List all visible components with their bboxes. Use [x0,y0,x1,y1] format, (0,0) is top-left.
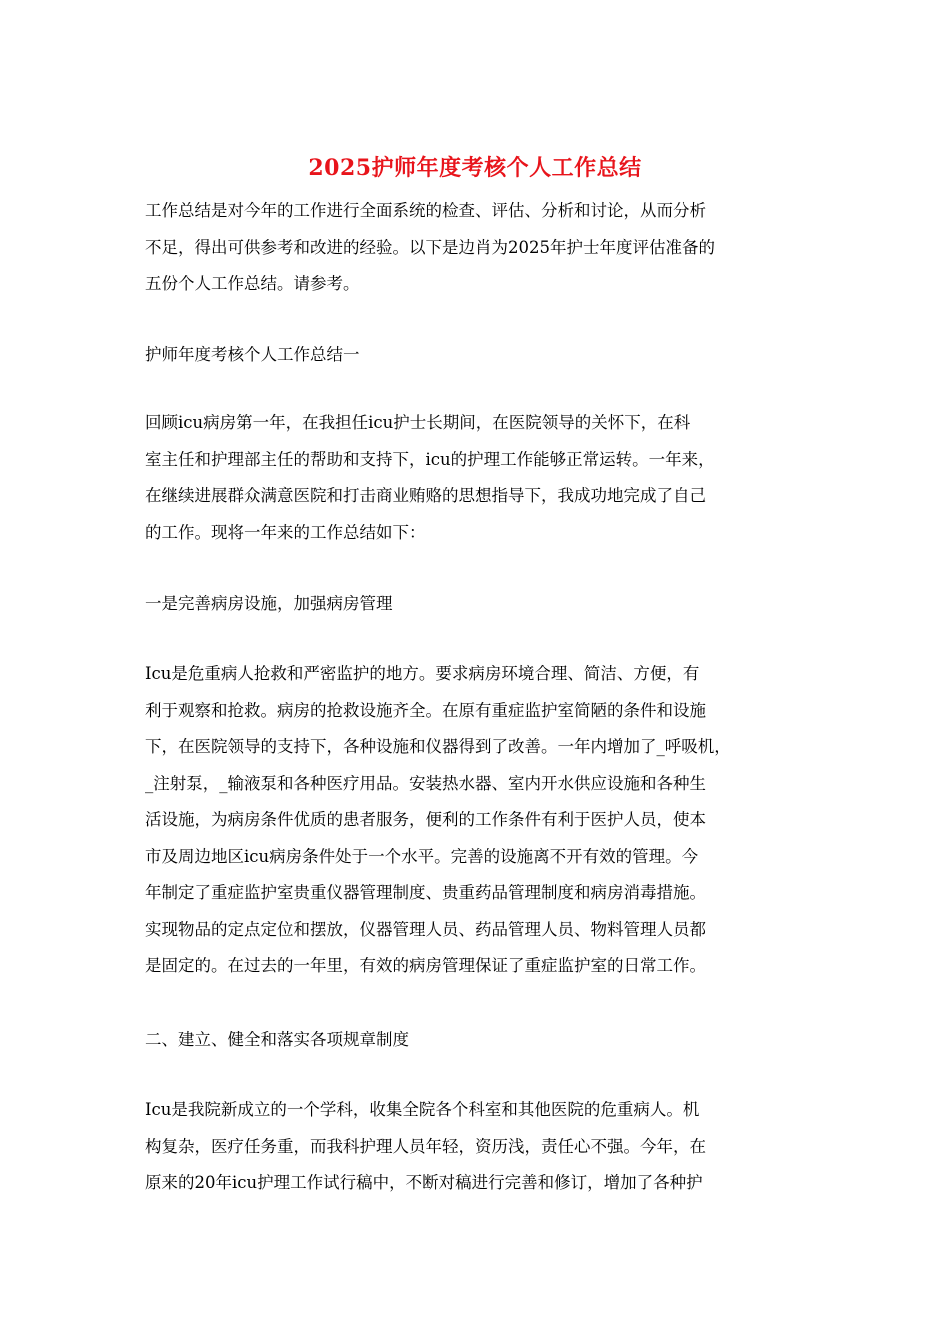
paragraph-line: _注射泵，_输液泵和各种医疗用品。安装热水器、室内开水供应设施和各种生 [145,773,706,793]
paragraph-line: 是固定的。在过去的一年里，有效的病房管理保证了重症监护室的日常工作。 [145,956,706,975]
document-title: 2025护师年度考核个人工作总结 [308,155,642,181]
intro-line: 不足，得出可供参考和改进的经验。以下是边肖为2025年护士年度评估准备的 [145,237,715,257]
paragraph-regulations [145,1092,810,1202]
paragraph-line: 回顾icu病房第一年，在我担任icu护士长期间，在医院领导的关怀下，在科 [145,413,691,432]
paragraph-line: 年制定了重症监护室贵重仪器管理制度、贵重药品管理制度和病房消毒措施。 [145,883,706,902]
paragraph-line: 的工作。现将一年来的工作总结如下： [145,522,426,542]
paragraph-line: 下，在医院领导的支持下，各种设施和仪器得到了改善。一年内增加了_呼吸机， [145,737,731,756]
intro-line: 工作总结是对今年的工作进行全面系统的检查、评估、分析和讨论，从而分析 [145,201,706,220]
heading-facilities: 一是完善病房设施，加强病房管理 [145,594,393,613]
paragraph-line: 活设施，为病房条件优质的患者服务，便利的工作条件有利于医护人员，使本 [145,810,706,829]
paragraph-line: 构复杂，医疗任务重，而我科护理人员年轻，资历浅，责任心不强。今年，在 [145,1136,706,1156]
paragraph-line: 室主任和护理部主任的帮助和支持下，icu的护理工作能够正常运转。一年来， [145,449,715,469]
heading-regulations: 二、建立、健全和落实各项规章制度 [145,1030,409,1049]
paragraph-line: 实现物品的定点定位和摆放，仪器管理人员、药品管理人员、物料管理人员都 [145,919,706,939]
paragraph-facilities [145,656,810,985]
intro-paragraph [145,193,810,303]
paragraph-line: 市及周边地区icu病房条件处于一个水平。完善的设施离不开有效的管理。今 [145,846,699,866]
intro-line: 五份个人工作总结。请参考。 [145,274,360,293]
paragraph-line: Icu是危重病人抢救和严密监护的地方。要求病房环境合理、简洁、方便，有 [145,664,700,683]
paragraph-review [145,405,810,551]
paragraph-line: Icu是我院新成立的一个学科，收集全院各个科室和其他医院的危重病人。机 [145,1100,700,1119]
paragraph-line: 在继续进展群众满意医院和打击商业贿赂的思想指导下，我成功地完成了自己 [145,486,706,505]
paragraph-line: 原来的20年icu护理工作试行稿中，不断对稿进行完善和修订，增加了各种护 [145,1173,703,1192]
paragraph-line: 利于观察和抢救。病房的抢救设施齐全。在原有重症监护室简陋的条件和设施 [145,700,706,720]
section-title: 护师年度考核个人工作总结一 [145,345,360,364]
